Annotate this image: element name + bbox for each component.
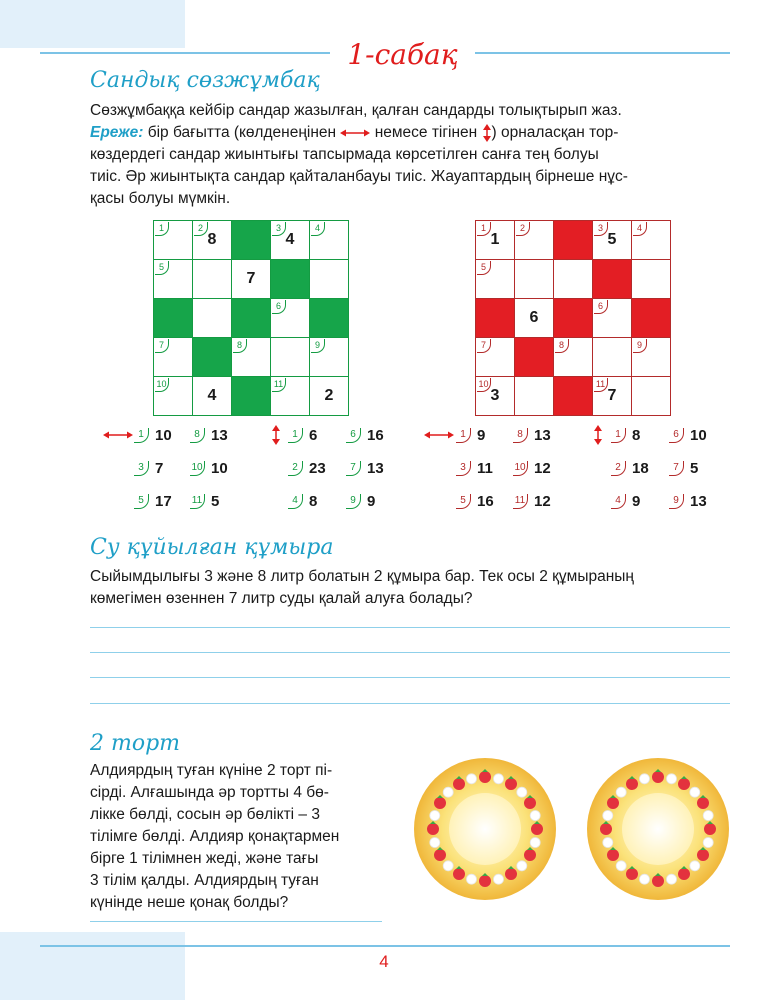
cell-value: 4 (285, 231, 295, 248)
grid-row (154, 260, 349, 299)
crossword-instructions (90, 100, 730, 210)
blocked-cell (593, 260, 632, 299)
red-vertical-arrow-icon (593, 425, 603, 445)
cream-icon (616, 861, 626, 871)
cell-value: 8 (207, 231, 217, 248)
clue-index: 9 (633, 339, 647, 353)
water-jug-line-1: Сыйымдылығы 3 және 8 литр болатын 2 құмыра бар. Тек осы 2 құмыраның (90, 568, 634, 585)
clue-number: 1 (288, 428, 303, 443)
blocked-cell (554, 221, 593, 260)
clue-sum: 16 (477, 492, 494, 510)
cream-icon (667, 774, 677, 784)
cell-value: 5 (607, 231, 617, 248)
clue-sum: 7 (155, 459, 164, 477)
clue-index: 8 (555, 339, 569, 353)
cake-center (622, 793, 694, 865)
strawberry-icon (678, 868, 690, 880)
header-line-left (40, 52, 330, 54)
clue-vertical (669, 458, 698, 478)
cream-icon (467, 874, 477, 884)
clue-sum: 18 (632, 459, 649, 477)
cream-icon (517, 861, 527, 871)
rule-line-4: қасы болуы мүмкін. (90, 190, 231, 207)
clue-horizontal (456, 425, 485, 445)
grid-cell[interactable] (632, 221, 671, 260)
cream-icon (690, 787, 700, 797)
clue-index: 10 (155, 378, 169, 392)
grid-cell[interactable] (593, 221, 632, 260)
cell-value: 1 (490, 231, 500, 248)
clue-number: 2 (611, 461, 626, 476)
lesson-title: 1-сабақ (347, 38, 458, 71)
cake-text-line: тілімге бөлді. Алдияр қонақтармен (90, 828, 340, 845)
clue-number: 10 (513, 461, 528, 476)
clue-number: 10 (190, 461, 205, 476)
strawberry-icon (531, 823, 543, 835)
rule-text-c: ) орналасқан тор- (491, 124, 619, 141)
page-number: 4 (379, 952, 389, 971)
clue-number: 7 (346, 461, 361, 476)
grid-cell[interactable] (515, 377, 554, 416)
clue-sum: 10 (155, 426, 172, 444)
clue-horizontal (513, 458, 551, 478)
clue-sum: 17 (155, 492, 172, 510)
blocked-cell (310, 299, 349, 338)
blocked-cell (554, 299, 593, 338)
cake-text-line: бірге 1 тілімнен жеді, және тағы (90, 850, 319, 867)
clue-index: 4 (633, 222, 647, 236)
clue-index: 8 (233, 339, 247, 353)
cake-problem (90, 760, 390, 914)
grid-row (476, 221, 671, 260)
grid-cell[interactable] (632, 377, 671, 416)
grid-cell[interactable] (154, 338, 193, 377)
cream-icon (703, 838, 713, 848)
cream-icon (603, 811, 613, 821)
cream-icon (494, 774, 504, 784)
clue-sum: 9 (632, 492, 641, 510)
strawberry-icon (524, 849, 536, 861)
strawberry-icon (505, 778, 517, 790)
blocked-cell (632, 299, 671, 338)
clue-horizontal (134, 425, 172, 445)
blocked-cell (193, 338, 232, 377)
blocked-cell (154, 299, 193, 338)
clue-sum: 12 (534, 459, 551, 477)
clue-horizontal (456, 458, 493, 478)
cake-text-line: лікке бөлді, сосын әр бөлікті – 3 (90, 806, 320, 823)
cream-icon (667, 874, 677, 884)
clue-horizontal (190, 425, 228, 445)
strawberry-icon (479, 875, 491, 887)
clue-horizontal (134, 491, 172, 511)
clue-sum: 9 (477, 426, 486, 444)
strawberry-icon (697, 797, 709, 809)
header-line-right (475, 52, 730, 54)
grid-cell[interactable] (476, 260, 515, 299)
cell-value: 2 (324, 387, 334, 404)
cake-text-line: сірді. Алғашында әр тортты 4 бө- (90, 784, 329, 801)
clue-sum: 6 (309, 426, 318, 444)
strawberry-icon (652, 771, 664, 783)
cream-icon (517, 787, 527, 797)
clue-number: 1 (456, 428, 471, 443)
clue-vertical (669, 491, 707, 511)
grid-cell[interactable] (232, 338, 271, 377)
cell-value: 4 (207, 387, 217, 404)
grid-cell[interactable] (310, 338, 349, 377)
cream-icon (430, 838, 440, 848)
grid-cell[interactable] (632, 260, 671, 299)
clue-sum: 11 (477, 459, 493, 477)
cream-icon (640, 774, 650, 784)
clue-index: 11 (272, 378, 286, 392)
horizontal-arrow-icon (340, 129, 370, 137)
clue-vertical (288, 458, 326, 478)
grid-cell[interactable] (593, 299, 632, 338)
clue-vertical (611, 425, 640, 445)
cell-value: 7 (607, 387, 617, 404)
intro-text: Сөзжұмбаққа кейбір сандар жазылған, қалған сандарды толықтырып жаз. (90, 102, 622, 119)
strawberry-icon (626, 868, 638, 880)
grid-cell[interactable] (232, 260, 271, 299)
clue-sum: 10 (211, 459, 228, 477)
grid-cell[interactable] (515, 299, 554, 338)
grid-cell[interactable] (271, 377, 310, 416)
answer-line-1[interactable] (90, 627, 730, 628)
clue-horizontal (513, 491, 551, 511)
clue-number: 9 (669, 494, 684, 509)
cream-icon (443, 861, 453, 871)
grid-cell[interactable] (554, 338, 593, 377)
green-crossword-grid (153, 220, 349, 416)
clue-number: 1 (611, 428, 626, 443)
clue-sum: 13 (534, 426, 551, 444)
cream-icon (530, 838, 540, 848)
clue-index: 4 (311, 222, 325, 236)
water-jug-line-2: көмегімен өзеннен 7 литр суды қалай алуға болады? (90, 590, 473, 607)
strawberry-icon (434, 797, 446, 809)
clue-horizontal (190, 458, 228, 478)
blocked-cell (232, 377, 271, 416)
green-horizontal-arrow-icon (103, 431, 133, 439)
rule-text-a: бір бағытта (көлденеңінен (147, 124, 337, 141)
grid-cell[interactable] (593, 338, 632, 377)
clue-index: 1 (477, 222, 491, 236)
grid-cell[interactable] (554, 260, 593, 299)
clue-number: 8 (513, 428, 528, 443)
strawberry-icon (607, 797, 619, 809)
clue-sum: 8 (632, 426, 641, 444)
grid-cell[interactable] (154, 377, 193, 416)
clue-vertical (346, 458, 384, 478)
cream-icon (494, 874, 504, 884)
clue-sum: 12 (534, 492, 551, 510)
clue-index: 3 (272, 222, 286, 236)
grid-row (154, 299, 349, 338)
grid-cell[interactable] (271, 338, 310, 377)
clue-index: 5 (155, 261, 169, 275)
strawberry-icon (479, 771, 491, 783)
cake-text-line: Алдиярдың туған күніне 2 торт пі- (90, 762, 333, 779)
clue-horizontal (134, 458, 163, 478)
footer-line (40, 945, 730, 947)
clue-number: 8 (190, 428, 205, 443)
grid-cell[interactable] (193, 221, 232, 260)
strawberry-icon (607, 849, 619, 861)
grid-cell[interactable] (476, 221, 515, 260)
cream-icon (530, 811, 540, 821)
grid-cell[interactable] (154, 221, 193, 260)
clue-sum: 13 (367, 459, 384, 477)
grid-row (476, 377, 671, 416)
clue-index: 11 (594, 378, 608, 392)
clue-vertical (346, 425, 384, 445)
grid-row (154, 221, 349, 260)
grid-cell[interactable] (310, 260, 349, 299)
strawberry-icon (453, 778, 465, 790)
rule-label: Ереже: (90, 124, 144, 141)
section-title-two-cakes: 2 торт (90, 731, 181, 756)
clue-sum: 23 (309, 459, 326, 477)
clue-index: 2 (194, 222, 208, 236)
clue-sum: 10 (690, 426, 707, 444)
clue-index: 6 (272, 300, 286, 314)
grid-row (154, 377, 349, 416)
grid-cell[interactable] (193, 299, 232, 338)
grid-row (154, 338, 349, 377)
clue-sum: 5 (211, 492, 220, 510)
blocked-cell (515, 338, 554, 377)
cream-icon (690, 861, 700, 871)
grid-cell[interactable] (515, 260, 554, 299)
cell-value: 6 (529, 309, 539, 326)
strawberry-icon (626, 778, 638, 790)
blocked-cell (271, 260, 310, 299)
cream-icon (703, 811, 713, 821)
grid-cell[interactable] (515, 221, 554, 260)
clue-index: 2 (516, 222, 530, 236)
clue-vertical (611, 458, 649, 478)
grid-cell[interactable] (476, 338, 515, 377)
cake-text-line: күнінде неше қонақ болды? (90, 894, 289, 911)
cream-icon (443, 787, 453, 797)
answer-line-2[interactable] (90, 652, 730, 653)
cream-icon (430, 811, 440, 821)
strawberry-icon (453, 868, 465, 880)
blocked-cell (554, 377, 593, 416)
grid-row (476, 260, 671, 299)
cream-icon (467, 774, 477, 784)
clue-vertical (288, 491, 317, 511)
grid-cell[interactable] (271, 221, 310, 260)
clue-number: 11 (513, 494, 528, 509)
clue-number: 1 (134, 428, 149, 443)
clue-number: 6 (346, 428, 361, 443)
clue-horizontal (456, 491, 494, 511)
section-title-number-crossword: Сандық сөзжұмбақ (90, 68, 320, 93)
strawberry-icon (704, 823, 716, 835)
clue-vertical (288, 425, 317, 445)
blocked-cell (232, 221, 271, 260)
strawberry-icon (600, 823, 612, 835)
clue-sum: 13 (690, 492, 707, 510)
clue-index: 6 (594, 300, 608, 314)
grid-cell[interactable] (593, 377, 632, 416)
rule-text-b: немесе тігінен (374, 124, 478, 141)
clue-number: 9 (346, 494, 361, 509)
cake-image-1 (413, 757, 557, 901)
answer-line-4[interactable] (90, 703, 730, 704)
grid-cell[interactable] (310, 377, 349, 416)
cell-value: 3 (490, 387, 500, 404)
strawberry-icon (678, 778, 690, 790)
clue-index: 1 (155, 222, 169, 236)
grid-cell[interactable] (271, 299, 310, 338)
vertical-arrow-icon (482, 124, 492, 142)
clue-index: 7 (477, 339, 491, 353)
clue-number: 4 (611, 494, 626, 509)
clue-number: 5 (134, 494, 149, 509)
clue-sum: 13 (211, 426, 228, 444)
cream-icon (640, 874, 650, 884)
clue-number: 4 (288, 494, 303, 509)
blocked-cell (232, 299, 271, 338)
grid-cell[interactable] (310, 221, 349, 260)
strawberry-icon (434, 849, 446, 861)
strawberry-icon (697, 849, 709, 861)
clue-index: 7 (155, 339, 169, 353)
grid-cell[interactable] (193, 260, 232, 299)
rule-line-2: көздердегі сандар жиынтығы тапсырмада көрсетілген санға тең болуы (90, 146, 599, 163)
clue-index: 5 (477, 261, 491, 275)
clue-horizontal (190, 491, 219, 511)
cream-icon (616, 787, 626, 797)
clue-number: 7 (669, 461, 684, 476)
grid-cell[interactable] (154, 260, 193, 299)
cake-center (449, 793, 521, 865)
section-title-water-jug: Су құйылған құмыра (90, 535, 334, 560)
grid-row (476, 299, 671, 338)
cream-icon (603, 838, 613, 848)
clue-horizontal (513, 425, 551, 445)
corner-decoration-top (0, 0, 185, 48)
grid-row (476, 338, 671, 377)
cake-answer-line[interactable] (90, 921, 382, 922)
cake-text-line: 3 тілім қалды. Алдиярдың туған (90, 872, 319, 889)
clue-vertical (346, 491, 375, 511)
clue-number: 11 (190, 494, 205, 509)
cell-value: 7 (246, 270, 256, 287)
water-jug-problem (90, 566, 730, 610)
clue-index: 10 (477, 378, 491, 392)
corner-decoration-bottom (0, 932, 185, 1000)
strawberry-icon (524, 797, 536, 809)
clue-sum: 16 (367, 426, 384, 444)
red-crossword-grid (475, 220, 671, 416)
rule-line-3: тиіс. Әр жиынтықта сандар қайталанбауы тиіс. Жауаптардың бірнеше нұс- (90, 168, 628, 185)
green-vertical-arrow-icon (271, 425, 281, 445)
clue-number: 5 (456, 494, 471, 509)
answer-line-3[interactable] (90, 677, 730, 678)
clue-number: 6 (669, 428, 684, 443)
clue-index: 9 (311, 339, 325, 353)
clue-vertical (669, 425, 707, 445)
strawberry-icon (652, 875, 664, 887)
grid-cell[interactable] (193, 377, 232, 416)
cake-image-2 (586, 757, 730, 901)
red-horizontal-arrow-icon (424, 431, 454, 439)
strawberry-icon (427, 823, 439, 835)
blocked-cell (476, 299, 515, 338)
clue-sum: 5 (690, 459, 699, 477)
clue-number: 3 (456, 461, 471, 476)
clue-sum: 9 (367, 492, 376, 510)
clue-number: 3 (134, 461, 149, 476)
clue-index: 3 (594, 222, 608, 236)
clue-sum: 8 (309, 492, 318, 510)
grid-cell[interactable] (476, 377, 515, 416)
strawberry-icon (505, 868, 517, 880)
clue-number: 2 (288, 461, 303, 476)
clue-vertical (611, 491, 640, 511)
grid-cell[interactable] (632, 338, 671, 377)
